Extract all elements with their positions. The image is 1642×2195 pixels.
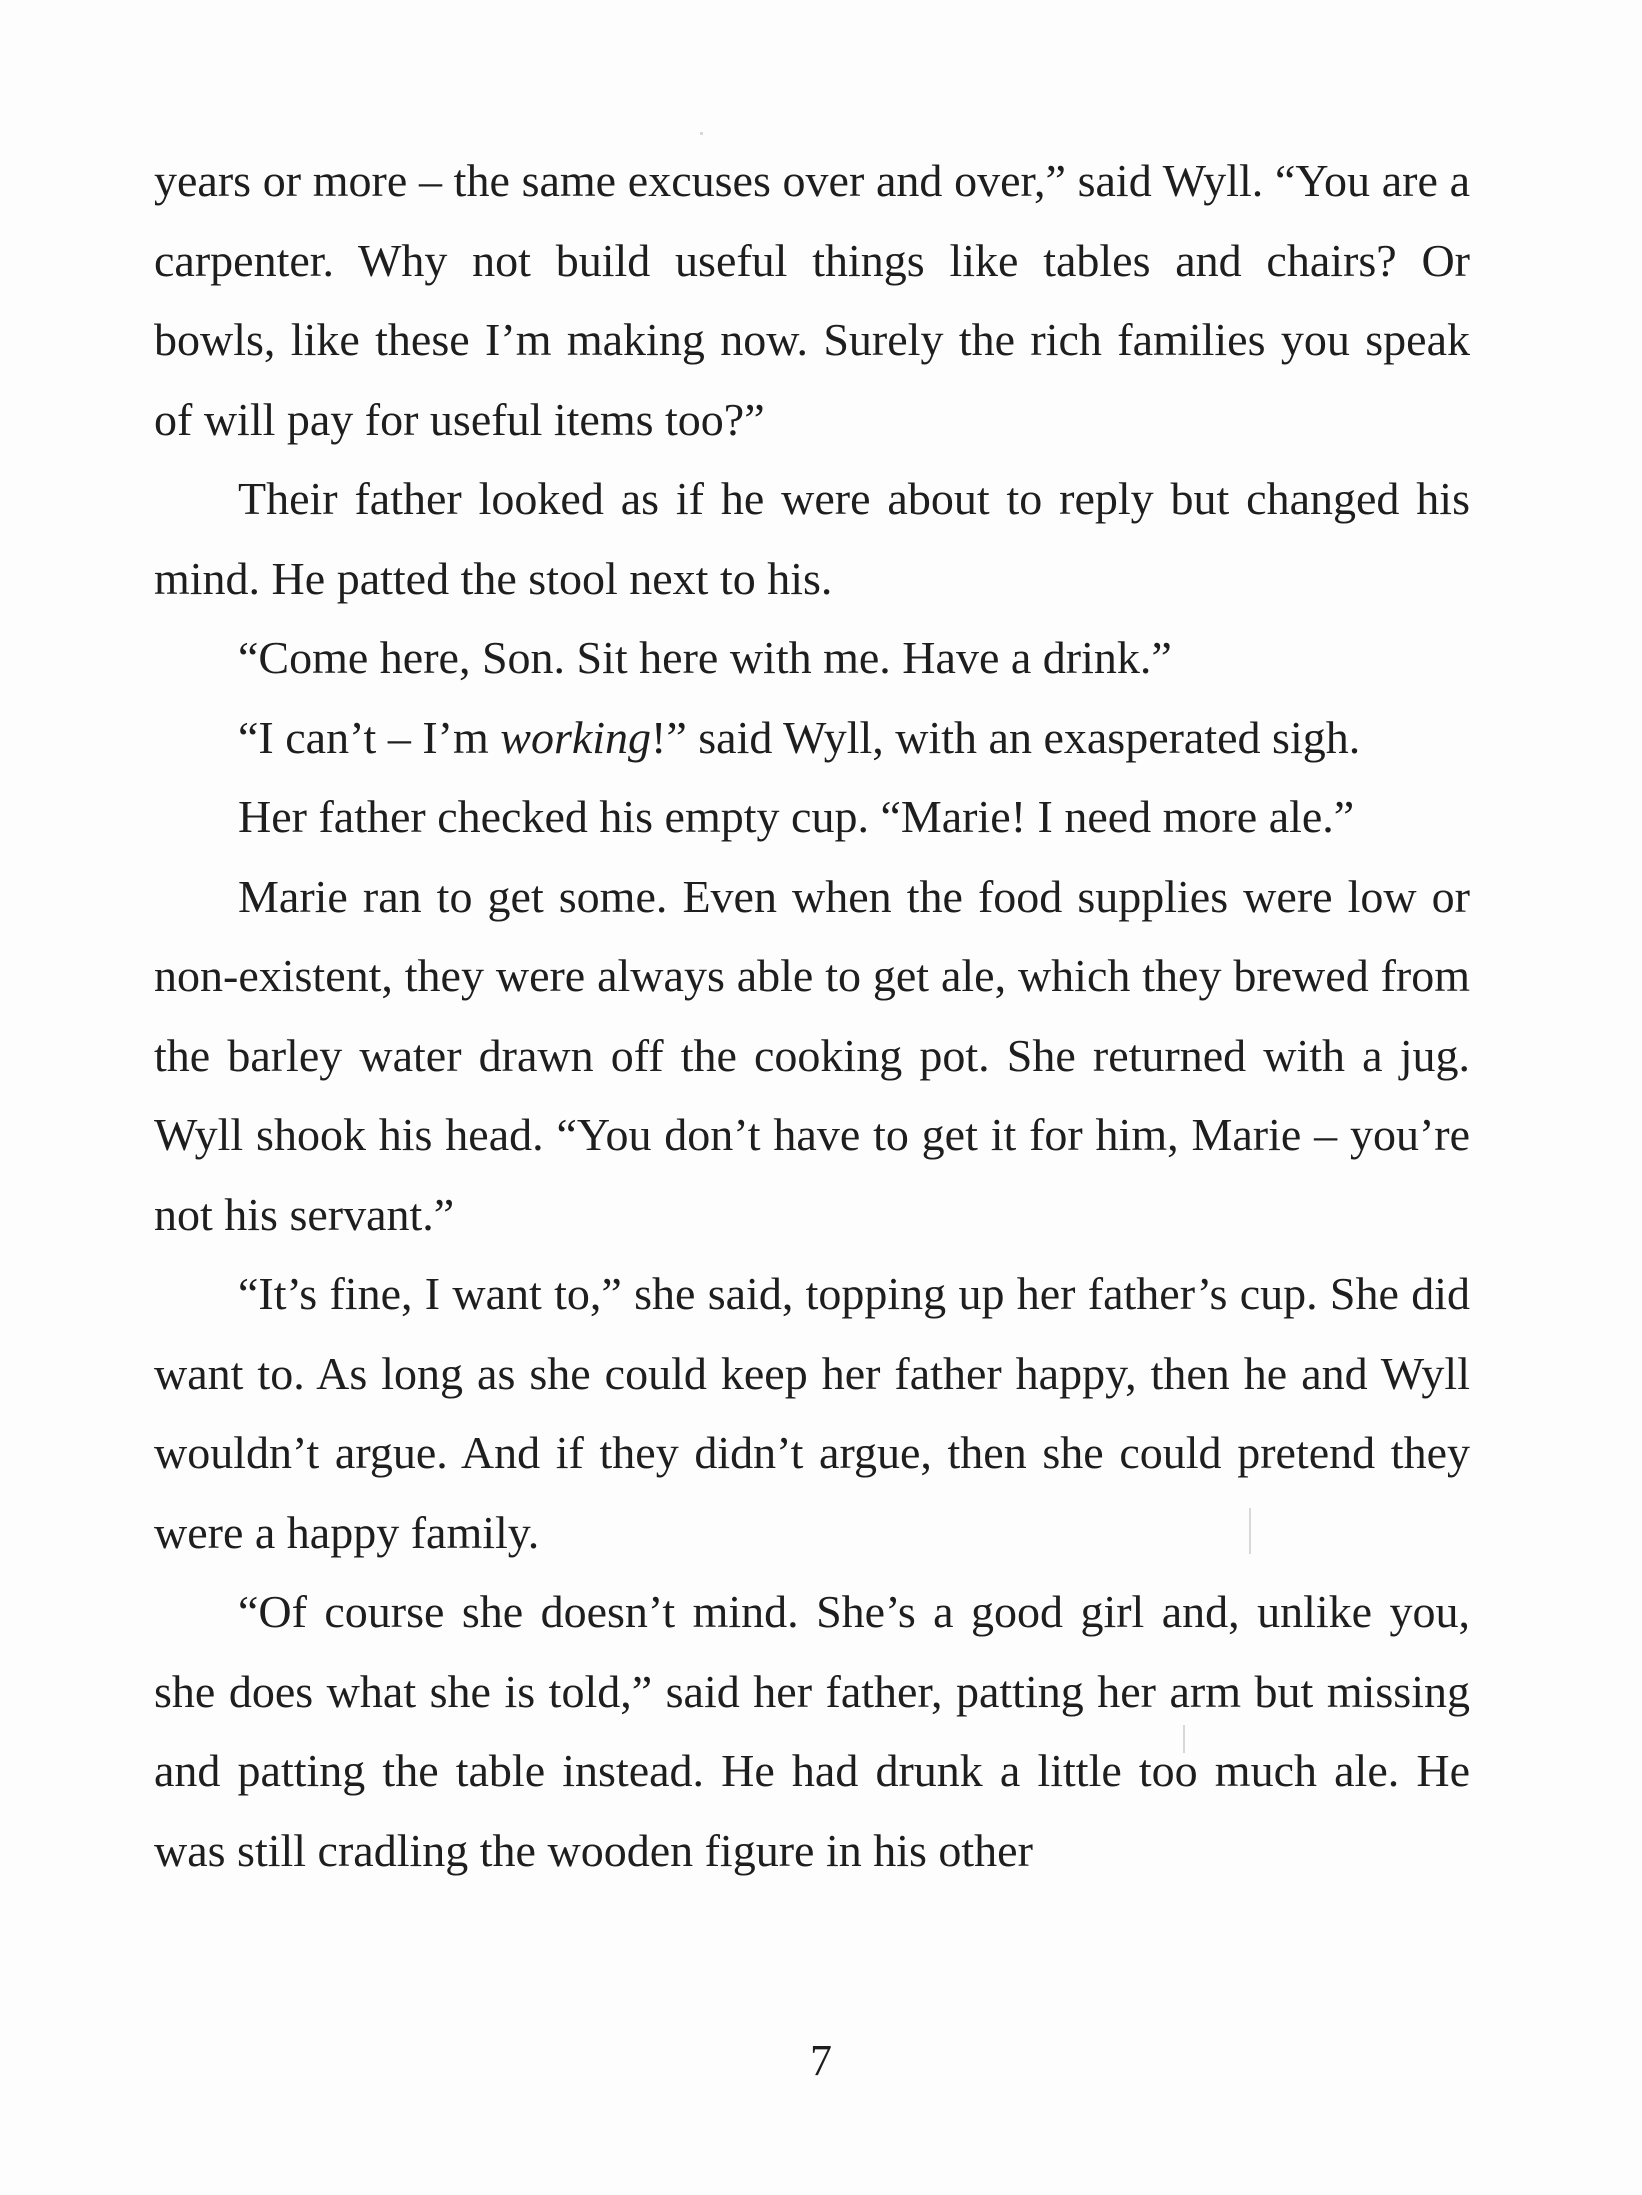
paragraph-3: “Come here, Son. Sit here with me. Have a drink.” (238, 632, 1172, 683)
body-text (154, 141, 1470, 1890)
paragraph-2: Their father looked as if he were about to reply but changed his mind. He patted the stool next to his. (154, 473, 1470, 604)
paragraph-1: years or more – the same excuses over and over,” said Wyll. “You are a carpenter. Why not build useful things like tables and chairs? Or bowls, like these I’m making now. Surely the rich families you speak of will pay for useful items too?” (154, 155, 1470, 445)
scan-artifact (700, 132, 703, 135)
page-number: 7 (810, 2036, 832, 2085)
paragraph-4-after: !” said Wyll, with an exasperated sigh. (651, 711, 1361, 763)
paragraph-8: “Of course she doesn’t mind. She’s a good girl and, unlike you, she does what she is told,” said her father, patting her arm but missing and patting the table instead. He had drunk a little too much ale. He was still cradling the wooden figure in his other (154, 1586, 1470, 1876)
paragraph-4-emphasis: working (500, 711, 652, 763)
paragraph-4-before: “I can’t – I’m (238, 711, 501, 763)
paragraph-4 (154, 698, 1470, 778)
paragraph-6: Marie ran to get some. Even when the food supplies were low or non-existent, they were always able to get ale, which they brewed from the barley water drawn off the cooking pot. She returned with a jug. Wyll shook his head. “You don’t have to get it for him, Marie – you’re not his servant.” (154, 870, 1470, 1240)
paragraph-5: Her father checked his empty cup. “Marie! I need more ale.” (238, 791, 1355, 842)
paragraph-7: “It’s fine, I want to,” she said, topping up her father’s cup. She did want to. As long as she could keep her father happy, then he and Wyll wouldn’t argue. And if they didn’t argue, then she could pretend they were a happy family. (154, 1268, 1470, 1558)
